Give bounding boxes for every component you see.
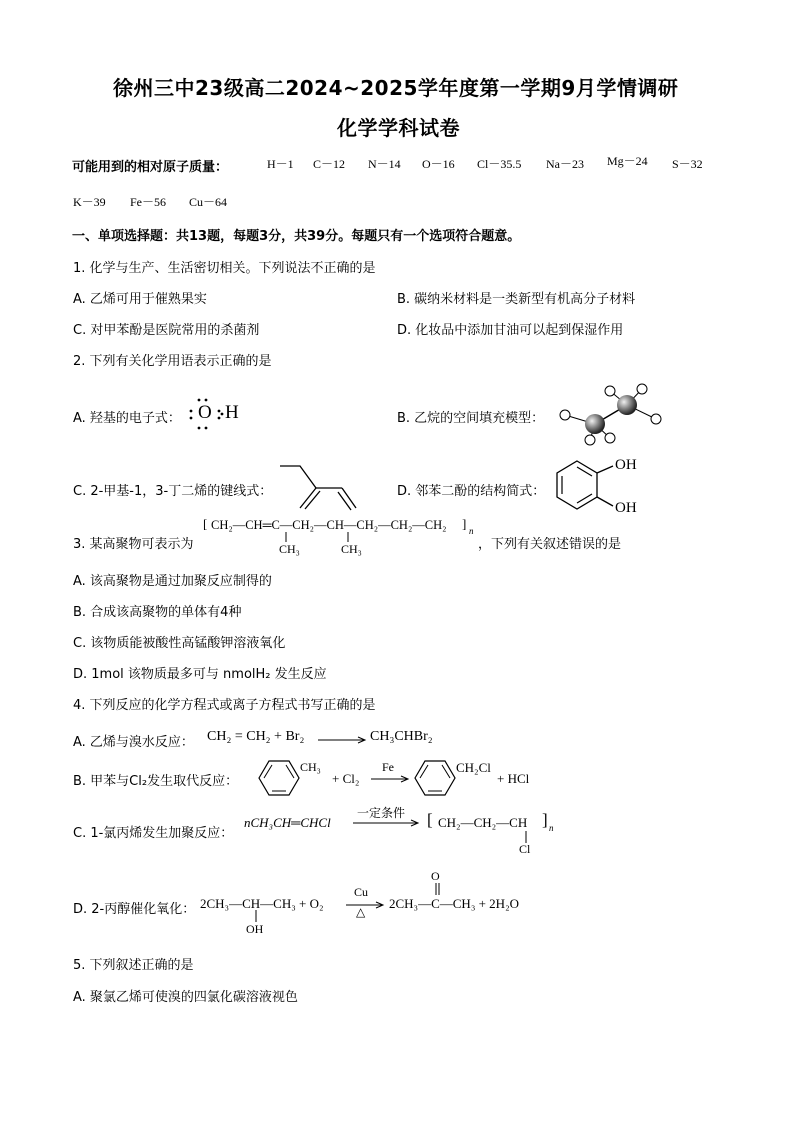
hcl-product: + HCl <box>497 771 530 786</box>
option-a: A. 该高聚物是通过加聚反应制得的 <box>73 574 272 589</box>
hydroxyl-substituent: OH <box>246 922 264 936</box>
question-stem-pre: 3. 某高聚物可表示为 <box>73 537 194 552</box>
ethane-space-filling-model <box>555 380 670 446</box>
methyl-group: CH₃ <box>279 542 300 556</box>
question-stem: 5. 下列叙述正确的是 <box>73 958 194 973</box>
electron-dots <box>189 397 229 431</box>
equation-left: CH₂ = CH₂ + Br₂ <box>207 729 305 744</box>
section-heading: 一、单项选择题：共13题，每题3分，共39分。每题只有一个选项符合题意。 <box>72 229 521 244</box>
atomic-mass: C－12 <box>313 157 346 171</box>
carbonyl-oxygen: O <box>431 869 440 883</box>
atomic-mass: Na－23 <box>546 157 584 171</box>
reaction-arrow <box>346 902 388 910</box>
atomic-mass: Fe－56 <box>130 195 167 209</box>
heat-symbol: △ <box>356 905 366 919</box>
reaction-arrow <box>371 776 413 784</box>
option-a: A. 羟基的电子式： <box>73 411 181 426</box>
polymer-bracket-left: [ <box>427 810 433 829</box>
toluene-benzene-ring <box>255 758 301 798</box>
condition-label: 一定条件 <box>357 806 406 820</box>
chlorine-substituent: Cl <box>519 842 531 856</box>
methyl-group: CH₃ <box>341 542 362 556</box>
reaction-arrow <box>318 737 370 745</box>
carbonyl-double-bond <box>433 883 443 897</box>
option-d: D. 邻苯二酚的结构简式： <box>397 484 546 499</box>
reaction-arrow <box>353 820 423 828</box>
hydroxyl-h: H <box>225 402 239 423</box>
hydroxyl-o: O <box>198 402 212 423</box>
option-a: A. 乙烯可用于催熟果实 <box>73 292 207 307</box>
catalyst-label: Cu <box>354 885 369 899</box>
polymer-bracket-right: ] <box>542 810 548 829</box>
catalyst-label: Fe <box>382 760 394 774</box>
option-c: C. 对甲苯酚是医院常用的杀菌剂 <box>73 323 260 338</box>
equation-right: 2CH₃—C—CH₃ + 2H₂O <box>389 896 519 911</box>
page-title: 徐州三中23级高二2024~2025学年度第一学期9月学情调研 <box>113 76 679 100</box>
catechol-benzene-ring <box>555 460 615 516</box>
oh-group: OH <box>615 500 637 516</box>
atomic-mass: S－32 <box>672 157 703 171</box>
oh-group: OH <box>615 457 637 473</box>
atomic-mass-label: 可能用到的相对原子质量： <box>72 160 229 175</box>
option-d-label: D. 2-丙醇催化氧化： <box>73 902 196 917</box>
atomic-mass: K－39 <box>73 195 106 209</box>
option-c: C. 该物质能被酸性高锰酸钾溶液氧化 <box>73 636 286 651</box>
option-c-label: C. 1-氯丙烯发生加聚反应： <box>73 826 234 841</box>
option-a-label: A. 乙烯与溴水反应： <box>73 735 194 750</box>
page-subtitle: 化学学科试卷 <box>337 116 460 140</box>
question-stem: 4. 下列反应的化学方程式或离子方程式书写正确的是 <box>73 698 376 713</box>
atomic-mass: Mg－24 <box>607 154 648 168</box>
benzyl-chloride-ring <box>411 758 457 798</box>
polymer-bracket-left: [ <box>203 516 208 531</box>
option-c: C. 2-甲基-1，3-丁二烯的键线式： <box>73 484 273 499</box>
polymer-n: n <box>549 823 554 833</box>
option-d: D. 化妆品中添加甘油可以起到保湿作用 <box>397 323 624 338</box>
ch2cl-group: CH₂Cl <box>456 760 491 775</box>
atomic-mass: H－1 <box>267 157 294 171</box>
option-b: B. 合成该高聚物的单体有4种 <box>73 605 242 620</box>
atomic-mass: N－14 <box>368 157 401 171</box>
option-d: D. 1mol 该物质最多可与 nmolH₂ 发生反应 <box>73 667 327 682</box>
atomic-mass: Cl－35.5 <box>477 157 522 171</box>
polymer-product: CH₂—CH₂—CH <box>438 815 528 830</box>
chlorine-reactant: + Cl₂ <box>332 771 360 786</box>
isoprene-skeletal-formula <box>278 458 358 510</box>
equation-left: nCH₃CH═CHCl <box>244 815 331 830</box>
polymer-n: n <box>469 526 474 536</box>
equation-right: CH₃CHBr₂ <box>370 729 433 744</box>
atomic-mass: Cu－64 <box>189 195 228 209</box>
option-b: B. 乙烷的空间填充模型： <box>397 411 545 426</box>
methyl-group: CH₃ <box>300 760 321 774</box>
question-stem: 1. 化学与生产、生活密切相关。下列说法不正确的是 <box>73 261 376 276</box>
option-b: B. 碳纳米材料是一类新型有机高分子材料 <box>397 292 636 307</box>
equation-left: 2CH₃—CH—CH₃ + O₂ <box>200 896 324 911</box>
polymer-bracket-right: ] <box>462 516 467 531</box>
question-stem-post: ，下列有关叙述错误的是 <box>478 537 622 552</box>
polymer-backbone: CH₂—CH═C—CH₂—CH—CH₂—CH₂—CH₂ <box>211 518 447 532</box>
question-stem: 2. 下列有关化学用语表示正确的是 <box>73 354 272 369</box>
option-a: A. 聚氯乙烯可使溴的四氯化碳溶液视色 <box>73 990 298 1005</box>
atomic-mass: O－16 <box>422 157 455 171</box>
option-b-label: B. 甲苯与Cl₂发生取代反应： <box>73 774 239 789</box>
